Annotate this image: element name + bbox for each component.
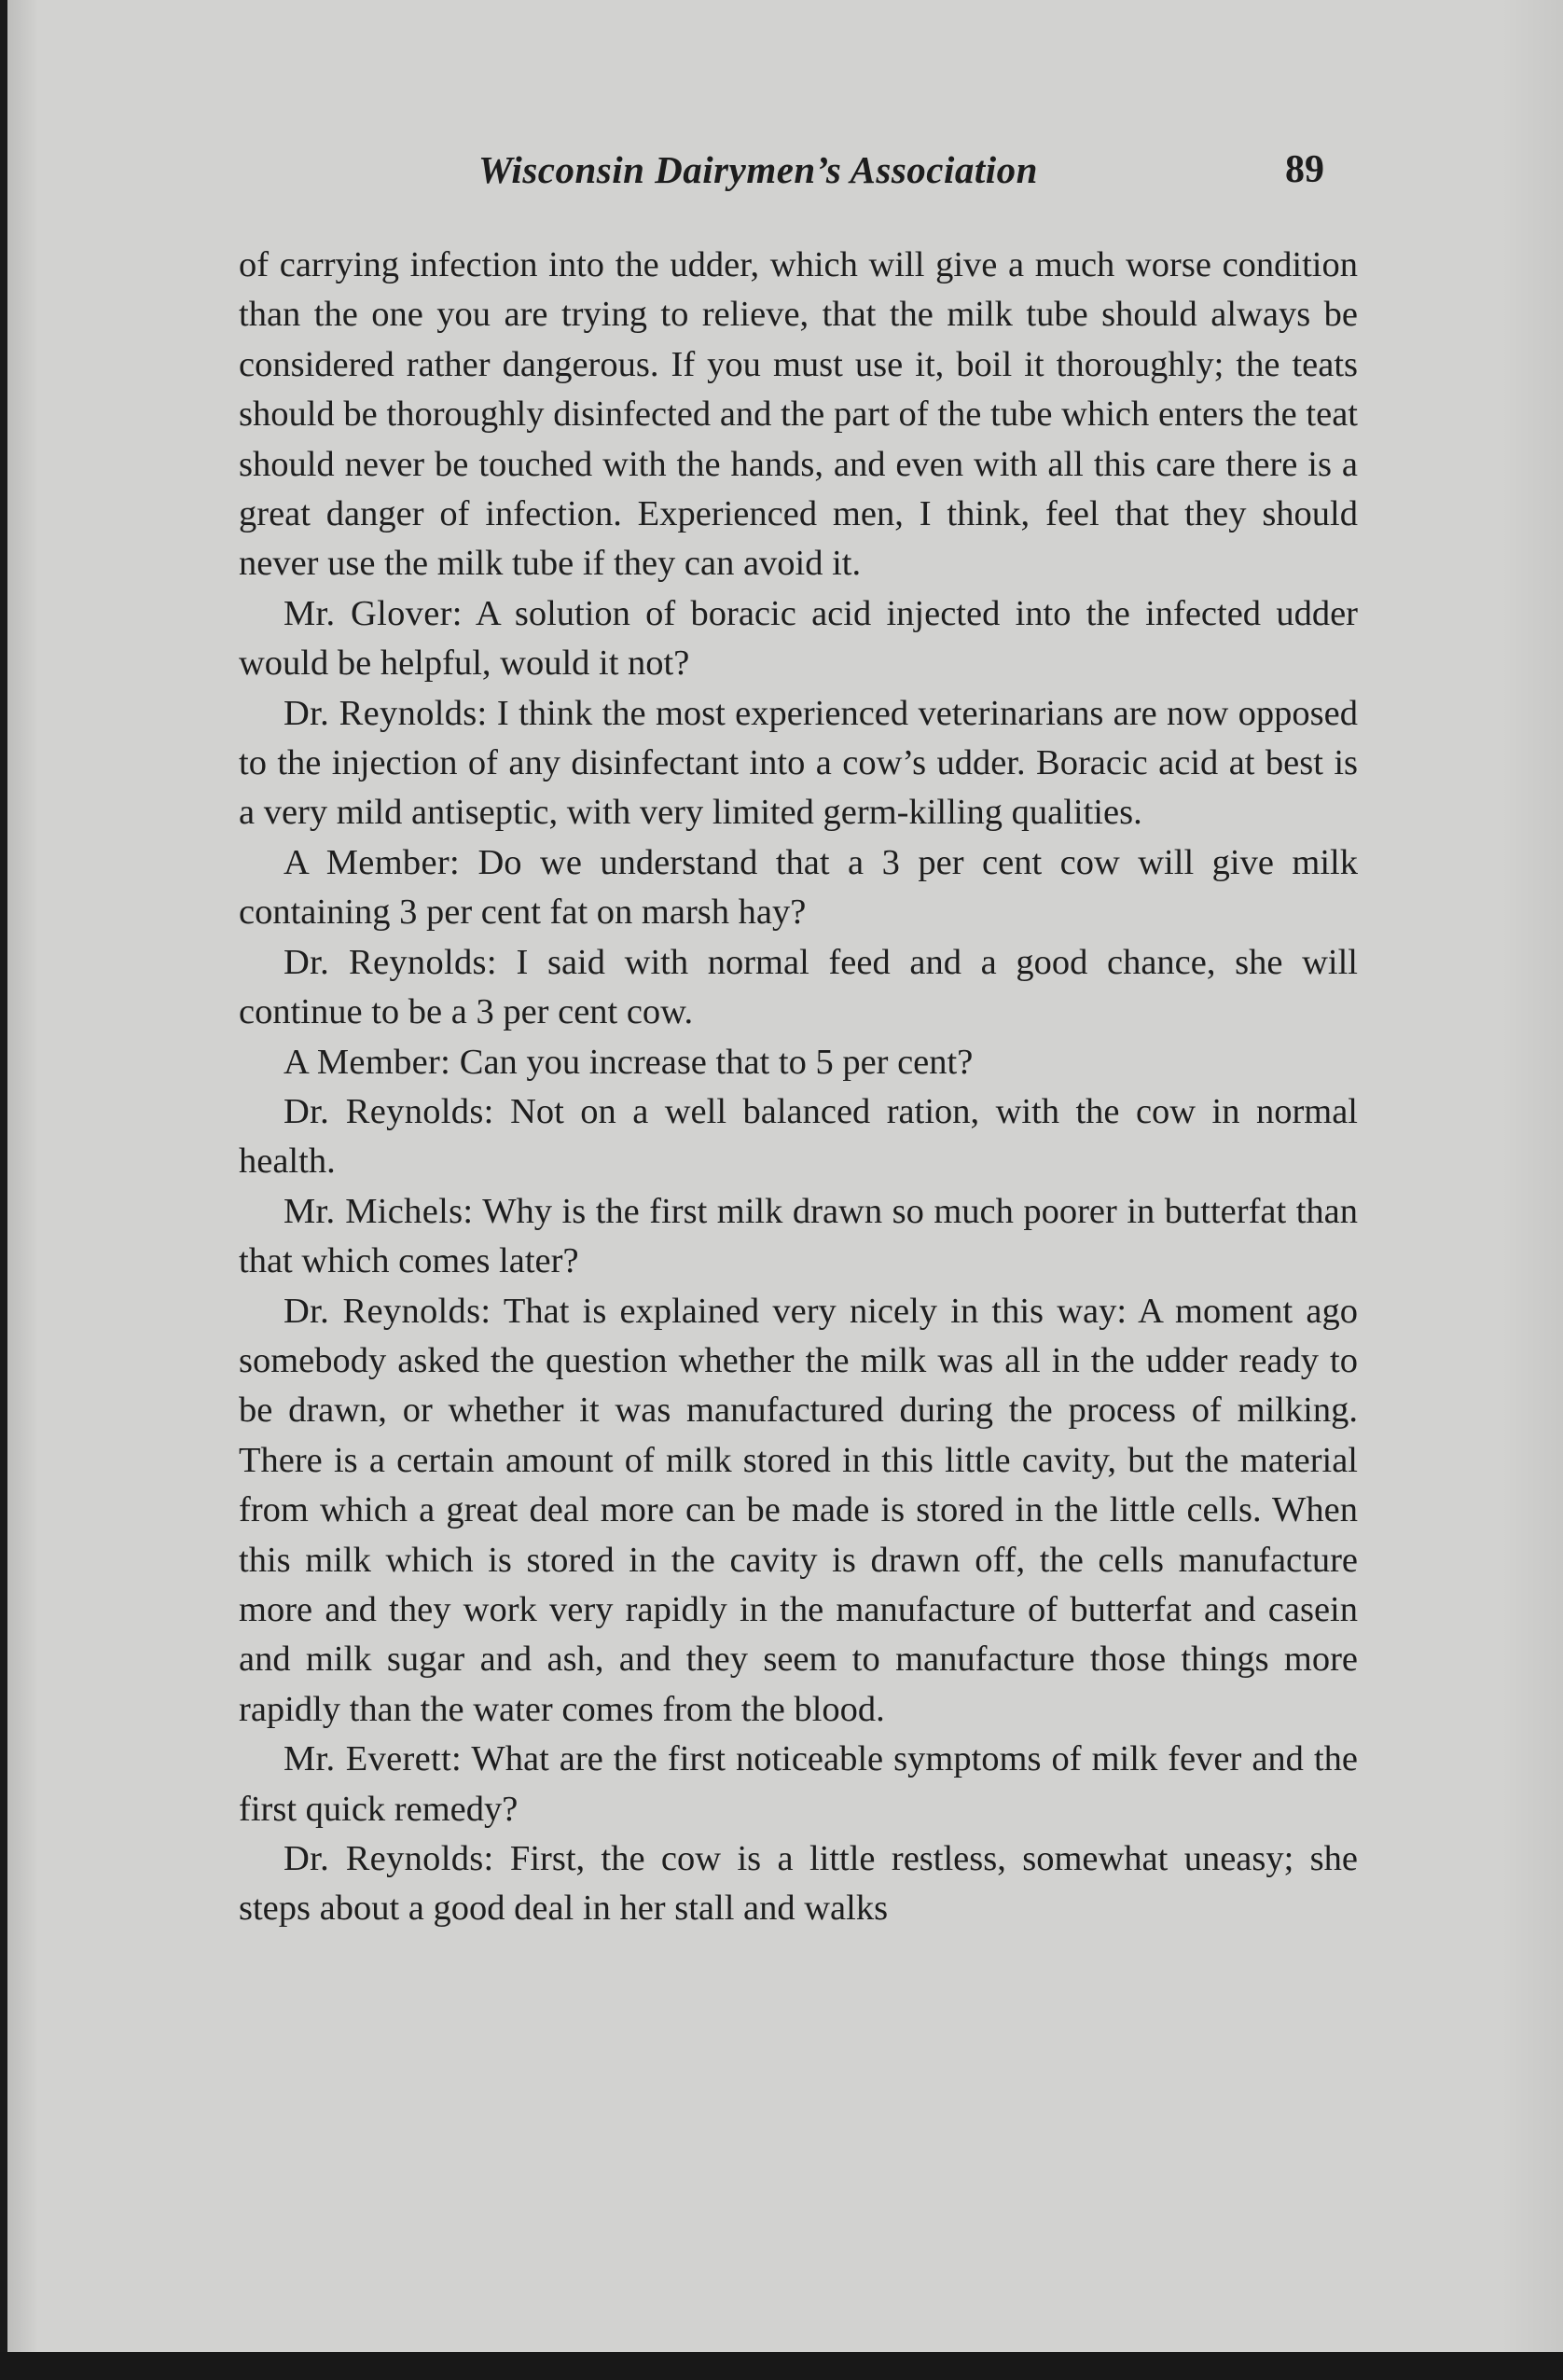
paragraph bbox=[239, 1735, 1358, 1834]
speaker-label: Dr. Reynolds: bbox=[284, 1839, 494, 1878]
paragraph-text: What are the first noticeable symptoms of milk fever and the first quick remedy? bbox=[239, 1739, 1358, 1829]
paragraph-text: Why is the first milk drawn so much poorer in butterfat than that which comes later? bbox=[239, 1191, 1358, 1281]
speaker-label: A Member: bbox=[284, 1042, 451, 1082]
paragraph bbox=[239, 1287, 1358, 1736]
paragraph-text: That is explained very nicely in this way: A moment ago somebody asked the question whether the milk was all in the udder ready to be drawn, or whether it was manufactured during the process of milking. There is a certain amount of milk stored in this little cavity, but the material from which a great deal more can be made is stored in the little cells. When this milk which is stored in the cavity is drawn off, the cells manufacture more and they work very rapidly in the manufacture of butterfat and casein and milk sugar and ash, and they seem to manufacture those things more rapidly than the water comes from the blood. bbox=[239, 1291, 1358, 1729]
paragraph bbox=[239, 589, 1358, 689]
page-body bbox=[239, 241, 1358, 1934]
paragraph-text: First, the cow is a little restless, somewhat uneasy; she steps about a good deal in her stall and walks bbox=[239, 1839, 1359, 1929]
speaker-label: Mr. Michels: bbox=[284, 1191, 474, 1231]
paragraph bbox=[239, 938, 1358, 1038]
paragraph bbox=[239, 838, 1358, 938]
speaker-label: A Member: bbox=[284, 842, 460, 882]
paragraph bbox=[239, 1834, 1358, 1934]
paragraph-text: I think the most experienced veterinarians are now opposed to the injection of any disinfectant into a cow’s udder. Boracic acid at best is a very mild antiseptic, with very limited germ-killing qualities. bbox=[239, 693, 1358, 833]
page-binding-edge bbox=[0, 0, 7, 2380]
page-number: 89 bbox=[1285, 148, 1324, 191]
paragraph-text: Can you increase that to 5 per cent? bbox=[459, 1042, 974, 1082]
paragraph bbox=[239, 241, 1358, 589]
paragraph-text: Do we understand that a 3 per cent cow will give milk containing 3 per cent fat on marsh hay? bbox=[239, 842, 1358, 933]
speaker-label: Dr. Reynolds: bbox=[284, 1091, 494, 1131]
paragraph bbox=[239, 1087, 1358, 1187]
paragraph-text: of carrying infection into the udder, which will give a much worse condition than the one you are trying to relieve, that the milk tube should always be considered rather dangerous. If you must use it, boil it thoroughly; the teats should be thoroughly disinfected and the part of the tube which enters the teat should never be touched with the hands, and even with all this care there is a great danger of infection. Experienced men, I think, feel that they should never use the milk tube if they can avoid it. bbox=[239, 245, 1358, 584]
paragraph-text: A solution of boracic acid injected into the infected udder would be helpful, would it not? bbox=[239, 593, 1358, 684]
page-header bbox=[7, 147, 1563, 203]
speaker-label: Dr. Reynolds: bbox=[284, 693, 488, 733]
running-title: Wisconsin Dairymen’s Association bbox=[478, 148, 1038, 191]
paragraph bbox=[239, 1187, 1358, 1287]
speaker-label: Dr. Reynolds: bbox=[284, 942, 497, 982]
scan-bottom-edge bbox=[0, 2352, 1563, 2380]
book-page bbox=[7, 0, 1563, 2352]
paragraph-text: I said with normal feed and a good chance, she will continue to be a 3 per cent cow. bbox=[239, 942, 1358, 1032]
speaker-label: Dr. Reynolds: bbox=[284, 1291, 491, 1331]
speaker-label: Mr. Glover: bbox=[284, 593, 463, 633]
paragraph bbox=[239, 689, 1358, 838]
paragraph bbox=[239, 1038, 1358, 1087]
speaker-label: Mr. Everett: bbox=[284, 1739, 463, 1779]
paragraph-text: Not on a well balanced ration, with the cow in normal health. bbox=[239, 1091, 1359, 1182]
